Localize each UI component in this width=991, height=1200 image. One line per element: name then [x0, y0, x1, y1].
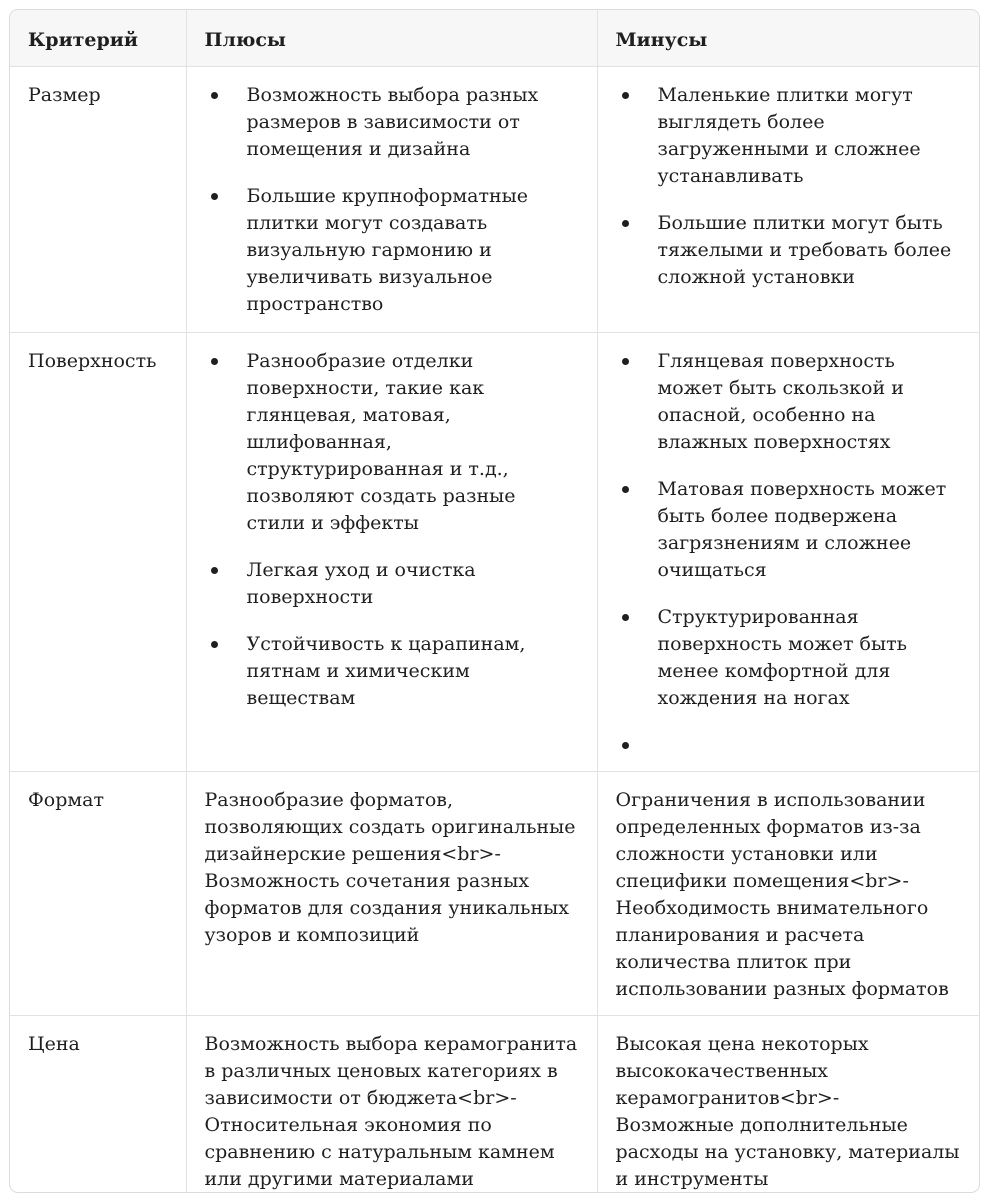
table-row	[10, 66, 979, 332]
pros-list	[205, 348, 579, 712]
list-item: Матовая поверхность может быть более подвержена загрязнениям и сложнее очищаться	[616, 476, 962, 584]
cons-cell	[597, 332, 979, 771]
pros-cell	[186, 332, 597, 771]
list-item: Структурированная поверхность может быть менее комфортной для хождения на ногах	[616, 604, 962, 712]
criterion-cell: Формат	[10, 771, 186, 1015]
table-row	[10, 332, 979, 771]
list-item: Маленькие плитки могут выглядеть более загруженными и сложнее устанавливать	[616, 82, 962, 190]
list-item: Устойчивость к царапинам, пятнам и химическим веществам	[205, 631, 579, 712]
cons-list	[616, 82, 962, 291]
criterion-cell: Размер	[10, 66, 186, 332]
list-item: Большие крупноформатные плитки могут создавать визуальную гармонию и увеличивать визуальное пространство	[205, 183, 579, 318]
list-item: Возможность выбора разных размеров в зависимости от помещения и дизайна	[205, 82, 579, 163]
header-row	[10, 10, 979, 66]
criterion-cell: Поверхность	[10, 332, 186, 771]
list-item: Легкая уход и очистка поверхности	[205, 557, 579, 611]
criterion-cell: Цена	[10, 1015, 186, 1193]
cons-cell: Ограничения в использовании определенных форматов из-за сложности установки или специфики помещения<br>- Необходимость внимательного планирования и расчета количества плиток при использовании разных форматов	[597, 771, 979, 1015]
list-item-empty	[616, 732, 962, 759]
pros-cell: Возможность выбора керамогранита в различных ценовых категориях в зависимости от бюджета<br>- Относительная экономия по сравнению с натуральным камнем или другими материалами	[186, 1015, 597, 1193]
table-row	[10, 1015, 979, 1193]
pros-list	[205, 82, 579, 318]
table-body	[10, 66, 979, 1193]
list-item: Глянцевая поверхность может быть скользкой и опасной, особенно на влажных поверхностях	[616, 348, 962, 456]
table-header	[10, 10, 979, 66]
table-row	[10, 771, 979, 1015]
cons-list	[616, 348, 962, 759]
pros-cell: Разнообразие форматов, позволяющих создать оригинальные дизайнерские решения<br>- Возможность сочетания разных форматов для создания уникальных узоров и композиций	[186, 771, 597, 1015]
list-item: Большие плитки могут быть тяжелыми и требовать более сложной установки	[616, 210, 962, 291]
list-item: Разнообразие отделки поверхности, такие как глянцевая, матовая, шлифованная, структурированная и т.д., позволяют создать разные стили и эффекты	[205, 348, 579, 537]
comparison-table	[9, 9, 980, 1193]
header-pros: Плюсы	[186, 10, 597, 66]
header-cons: Минусы	[597, 10, 979, 66]
pros-cell	[186, 66, 597, 332]
table	[10, 10, 979, 1193]
cons-cell: Высокая цена некоторых высококачественных керамогранитов<br>- Возможные дополнительные расходы на установку, материалы и инструменты	[615, 1032, 960, 1190]
cons-cell	[597, 66, 979, 332]
header-criterion: Критерий	[10, 10, 186, 66]
